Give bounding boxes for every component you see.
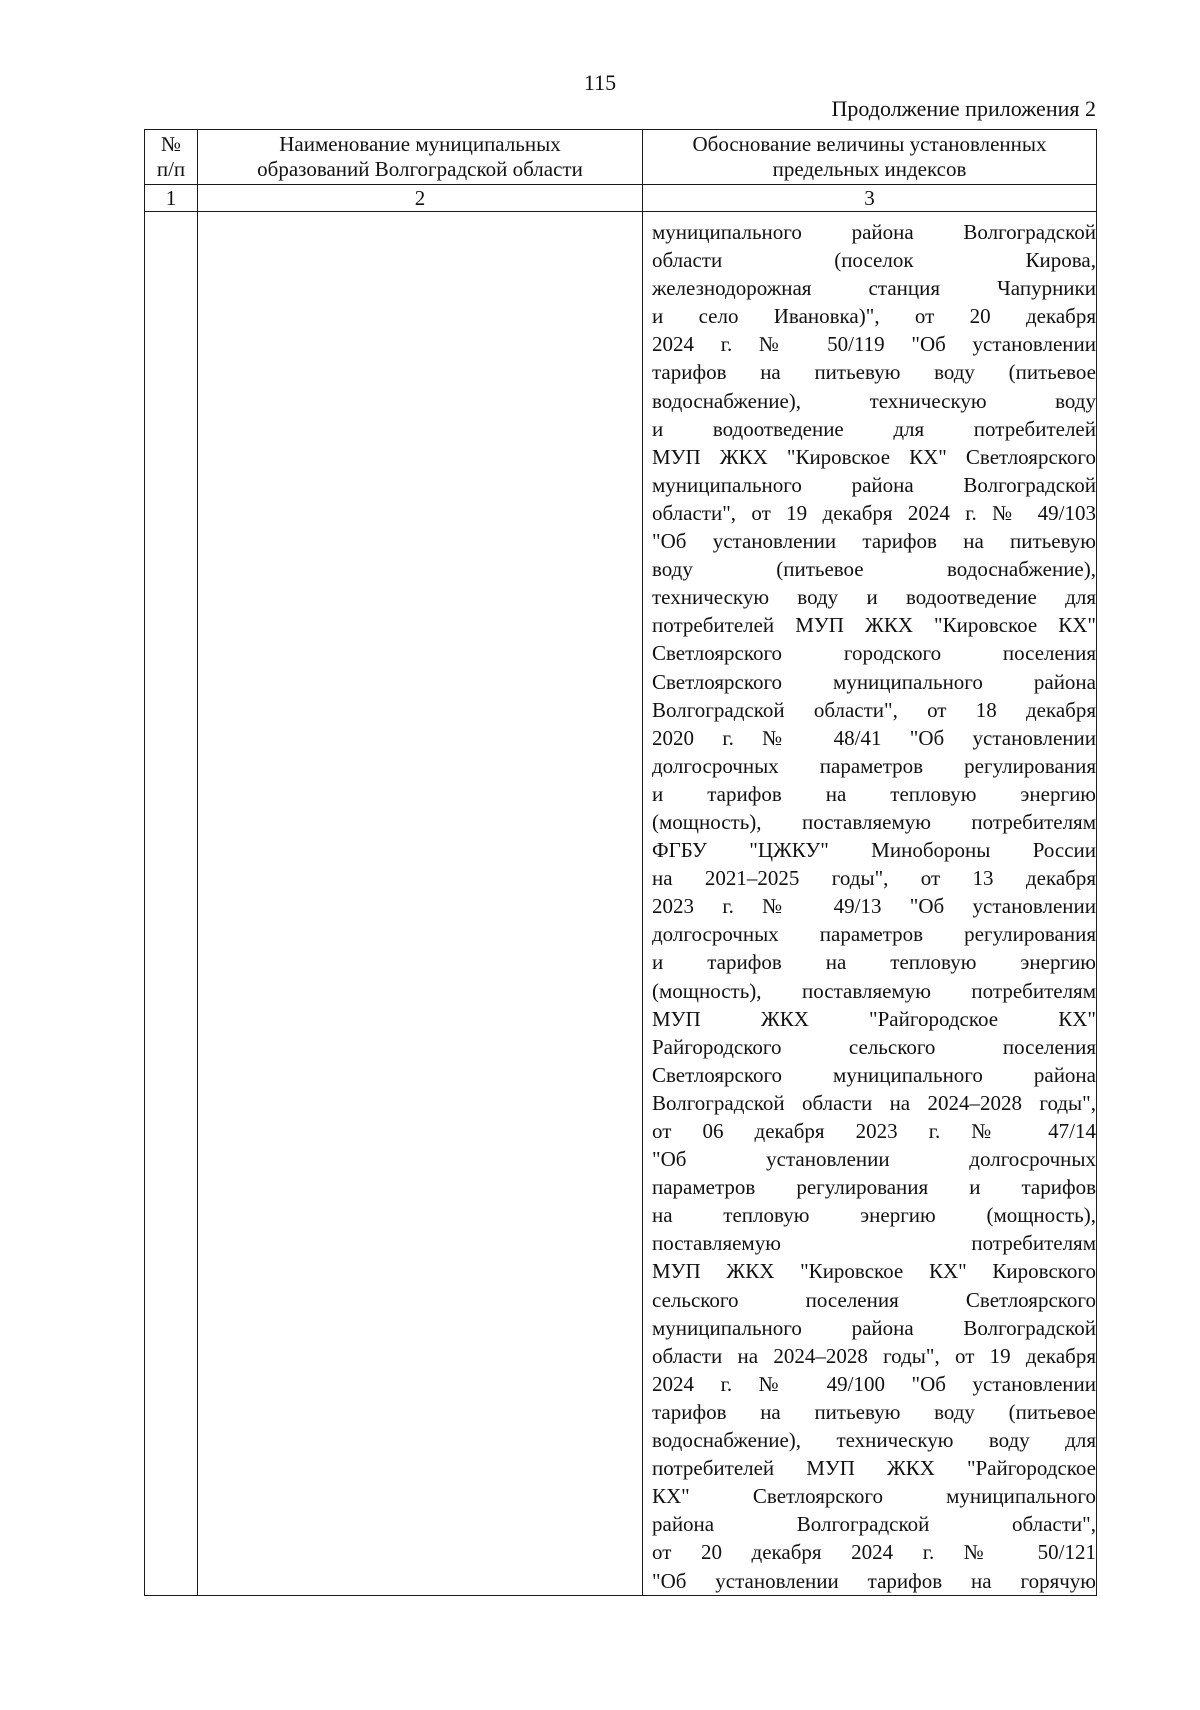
justification-line: от 20 декабря 2024 г. № 50/121 [652,1540,1096,1565]
justification-line: Райгородского сельского поселения [652,1034,1096,1059]
justification-line: воду (питьевое водоснабжение), [652,557,1096,582]
cell-number [145,212,198,1596]
justification-line: на 2021–2025 годы", от 13 декабря [652,866,1096,891]
column-number-1: 1 [145,185,198,212]
justification-line: области", от 19 декабря 2024 г. № 49/103 [652,500,1096,525]
justification-line: тарифов на питьевую воду (питьевое [652,360,1096,385]
justification-line: МУП ЖКХ "Райгородское КХ" [652,1006,1096,1031]
table-row [145,212,1097,1596]
header-number-line-1: № [160,132,182,156]
justification-line: и тарифов на тепловую энергию [652,781,1096,806]
justification-text [643,212,1096,1595]
header-justification [643,130,1097,185]
justification-line: МУП ЖКХ "Кировское КХ" Кировского [652,1259,1096,1284]
header-municipality [198,130,643,185]
justification-line: муниципального района Волгоградской [652,1315,1096,1340]
justification-line: водоснабжение), техническую воду [652,388,1096,413]
column-number-2: 2 [198,185,643,212]
justification-line: и тарифов на тепловую энергию [652,950,1096,975]
justification-line: поставляемую потребителям [652,1231,1096,1256]
table-header-row [145,130,1097,185]
justification-line: Волгоградской области", от 18 декабря [652,697,1096,722]
justification-line: области на 2024–2028 годы", от 19 декабря [652,1343,1096,1368]
continuation-label: Продолжение приложения 2 [831,96,1096,121]
justification-line: 2024 г. № 49/100 "Об установлении [652,1371,1096,1396]
justification-line: сельского поселения Светлоярского [652,1287,1096,1312]
header-justification-line-2: предельных индексов [772,157,967,181]
justification-line: от 06 декабря 2023 г. № 47/14 [652,1119,1096,1143]
header-municipality-line-2: образований Волгоградской области [257,157,583,181]
justification-line: и село Ивановка)", от 20 декабря [652,304,1096,329]
justification-line: района Волгоградской области", [652,1512,1096,1537]
justification-line: Светлоярского городского поселения [652,641,1096,666]
header-number-line-2: п/п [156,157,186,181]
justification-line: потребителей МУП ЖКХ "Райгородское [652,1456,1096,1481]
justification-line: 2024 г. № 50/119 "Об установлении [652,332,1096,357]
header-number [145,130,198,185]
justification-line: "Об установлении тарифов на питьевую [652,529,1096,554]
justification-line: параметров регулирования и тарифов [652,1175,1096,1200]
justification-line: ФГБУ "ЦЖКУ" Минобороны России [652,838,1096,863]
justification-line: "Об установлении долгосрочных [652,1147,1096,1172]
justification-line: "Об установлении тарифов на горячую [652,1568,1096,1593]
justification-line: 2020 г. № 48/41 "Об установлении [652,725,1096,750]
justification-line: Светлоярского муниципального района [652,669,1096,694]
justification-line: 2023 г. № 49/13 "Об установлении [652,894,1096,919]
justification-line: Светлоярского муниципального района [652,1062,1096,1087]
justification-line: тарифов на питьевую воду (питьевое [652,1399,1096,1424]
justification-line: области (поселок Кирова, [652,248,1096,273]
header-justification-line-1: Обоснование величины установленных [692,132,1047,156]
header-municipality-line-1: Наименование муниципальных [279,132,561,156]
justification-line: долгосрочных параметров регулирования [652,922,1096,947]
justification-line: и водоотведение для потребителей [652,416,1096,441]
page-number: 115 [583,70,617,95]
justification-line: (мощность), поставляемую потребителям [652,978,1096,1003]
justification-line: долгосрочных параметров регулирования [652,753,1096,778]
justification-line: (мощность), поставляемую потребителям [652,809,1096,834]
justification-line: потребителей МУП ЖКХ "Кировское КХ" [652,613,1096,638]
column-number-3: 3 [643,185,1097,212]
justification-line: водоснабжение), техническую воду для [652,1428,1096,1453]
cell-municipality [198,212,643,1596]
justification-line: КХ" Светлоярского муниципального [652,1484,1096,1509]
justification-line: на тепловую энергию (мощность), [652,1203,1096,1228]
justification-line: техническую воду и водоотведение для [652,585,1096,610]
justification-line: муниципального района Волгоградской [652,220,1096,244]
justification-line: Волгоградской области на 2024–2028 годы", [652,1090,1096,1115]
justification-line: муниципального района Волгоградской [652,472,1096,497]
column-number-row [145,185,1097,212]
justification-line: МУП ЖКХ "Кировское КХ" Светлоярского [652,444,1096,469]
cell-justification [643,212,1097,1596]
justification-line: железнодорожная станция Чапурники [652,276,1096,301]
indices-table [144,129,1097,1596]
